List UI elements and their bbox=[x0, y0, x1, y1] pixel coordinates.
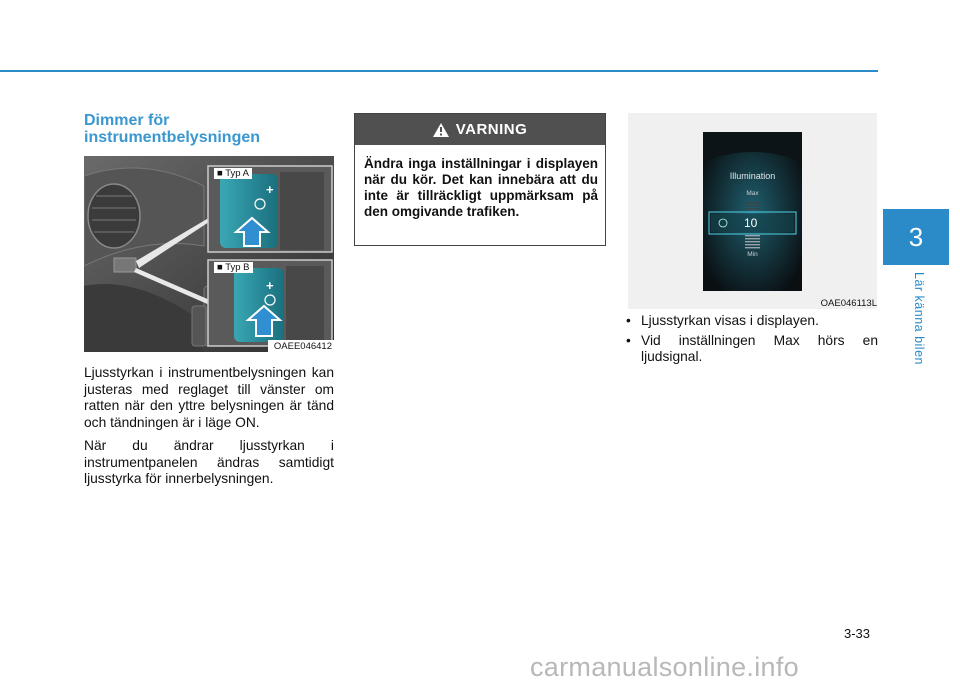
type-b-label: ■ Typ B bbox=[214, 262, 253, 273]
illumination-display-figure bbox=[628, 113, 877, 309]
bullet-text-2: Vid inställningen Max hörs en ljudsignal. bbox=[641, 332, 878, 364]
chapter-tab bbox=[883, 209, 949, 265]
warning-triangle-icon bbox=[433, 123, 449, 137]
bullet-list bbox=[624, 313, 878, 369]
warning-heading bbox=[355, 114, 605, 145]
screen-level-value: 10 bbox=[744, 216, 758, 230]
bullet-text-1: Ljusstyrkan visas i displayen. bbox=[641, 313, 819, 328]
chapter-number: 3 bbox=[908, 221, 924, 252]
chapter-side-label: Lär känna bilen bbox=[912, 272, 926, 365]
body-text bbox=[84, 365, 334, 495]
bullet-item: • Vid inställningen Max hörs en ljudsignal. bbox=[626, 332, 878, 364]
body-paragraph-2: När du ändrar ljusstyrkan i instrumentpanelen ändras samtidigt ljusstyrka för innerbelysningen. bbox=[84, 438, 334, 486]
warning-heading-text: VARNING bbox=[455, 121, 528, 138]
section-title-line1: Dimmer för bbox=[84, 112, 170, 129]
screen-min-label: Min bbox=[747, 251, 758, 258]
section-title bbox=[84, 112, 344, 146]
plus-symbol-b: + bbox=[266, 278, 274, 293]
body-paragraph-1: Ljusstyrkan i instrumentbelysningen kan justeras med reglaget till vänster om ratten när den yttre belysningen är tänd och tändningen är i läge ON. bbox=[84, 365, 334, 430]
cluster-screen bbox=[703, 132, 802, 291]
watermark: carmanualsonline.info bbox=[530, 652, 799, 682]
warning-text: Ändra inga inställningar i displayen när du kör. Det kan innebära att du inte är tillräckligt uppmärksam på den omgivande trafiken. bbox=[364, 156, 598, 219]
dimmer-switch-figure bbox=[84, 156, 334, 352]
plus-symbol-a: + bbox=[266, 182, 274, 197]
warning-box bbox=[354, 113, 606, 246]
figure-left-caption: OAEE046412 bbox=[268, 340, 334, 352]
figure-right-caption: OAE046113L bbox=[820, 298, 877, 309]
screen-title: Illumination bbox=[729, 171, 776, 181]
page-number: 3-33 bbox=[844, 626, 871, 641]
type-a-label: ■ Typ A bbox=[214, 168, 252, 179]
top-rule bbox=[0, 70, 878, 72]
screen-graphics bbox=[703, 132, 802, 291]
section-title-line2: instrumentbelysningen bbox=[84, 129, 261, 146]
screen-max-label: Max bbox=[746, 190, 759, 197]
bullet-item: • Ljusstyrkan visas i displayen. bbox=[626, 313, 819, 328]
dashboard-illustration bbox=[84, 156, 334, 352]
